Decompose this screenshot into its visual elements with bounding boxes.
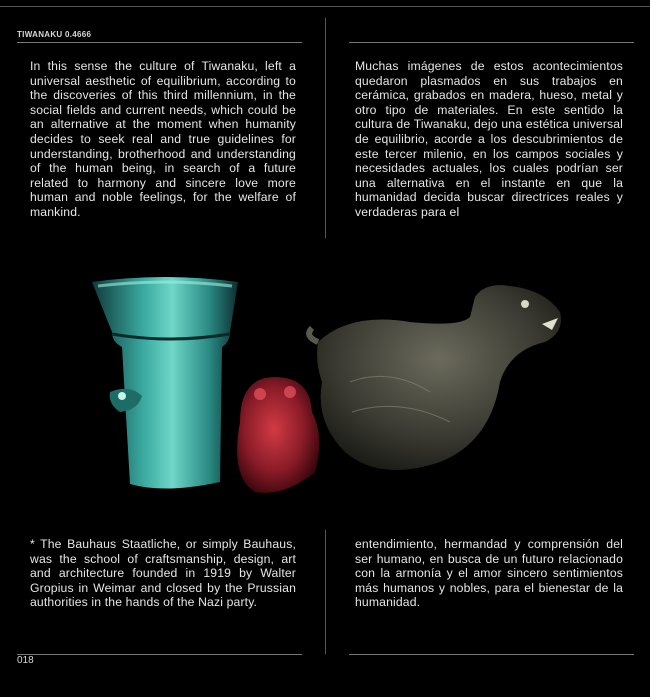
- red-toad: [237, 377, 319, 493]
- footer-rule-left: [17, 654, 302, 655]
- footer-rule-right: [349, 654, 634, 655]
- text-column-bottom-right: entendimiento, hermandad y comprensión del ser humano, en busca de un futuro relacionado con la armonía y el amor sincero sentimientos más humanos y nobles, para el bienestar de la humanidad.: [355, 537, 623, 610]
- top-border: [0, 6, 650, 7]
- running-header: TIWANAKU 0.4666: [17, 30, 92, 39]
- column-divider-top: [325, 18, 326, 238]
- text-column-top-right: Muchas imágenes de estos acontecimientos quedaron plasmados en sus trabajos en cerámica, grabados en madera, hueso, metal y otro tipo de materiales. En este sentido la cultura de Tiwanaku, dejo una estética universal de equilibrio, acorde a los descubrimientos de este tercer milenio, en los campos sociales y necesidades actuales, los cuales podrían ser una alternativa en el instante en que la humanidad decida buscar directrices reales y verdaderas para el: [355, 59, 623, 219]
- header-rule-right: [349, 42, 634, 43]
- artifacts-photo: [90, 272, 567, 499]
- header-rule-left: [17, 42, 302, 43]
- footnote-bauhaus: * The Bauhaus Staatliche, or simply Bauhaus, was the school of craftsmanship, design, art and architecture founded in 1919 by Walter Gropius in Weimar and closed by the Prussian authorities in the hands of the Nazi party.: [30, 537, 296, 610]
- text-column-top-left: In this sense the culture of Tiwanaku, left a universal aesthetic of equilibrium, according to the discoveries of this third millennium, in the social fields and current needs, which could be an alternative at the moment when humanity decides to seek real and true guidelines for understanding, brotherhood and understanding of the human being, in search of a future related to harmony and sincere love more human and noble feelings, for the welfare of mankind.: [30, 59, 296, 219]
- page-number: 018: [17, 655, 34, 666]
- column-divider-bottom: [325, 530, 326, 654]
